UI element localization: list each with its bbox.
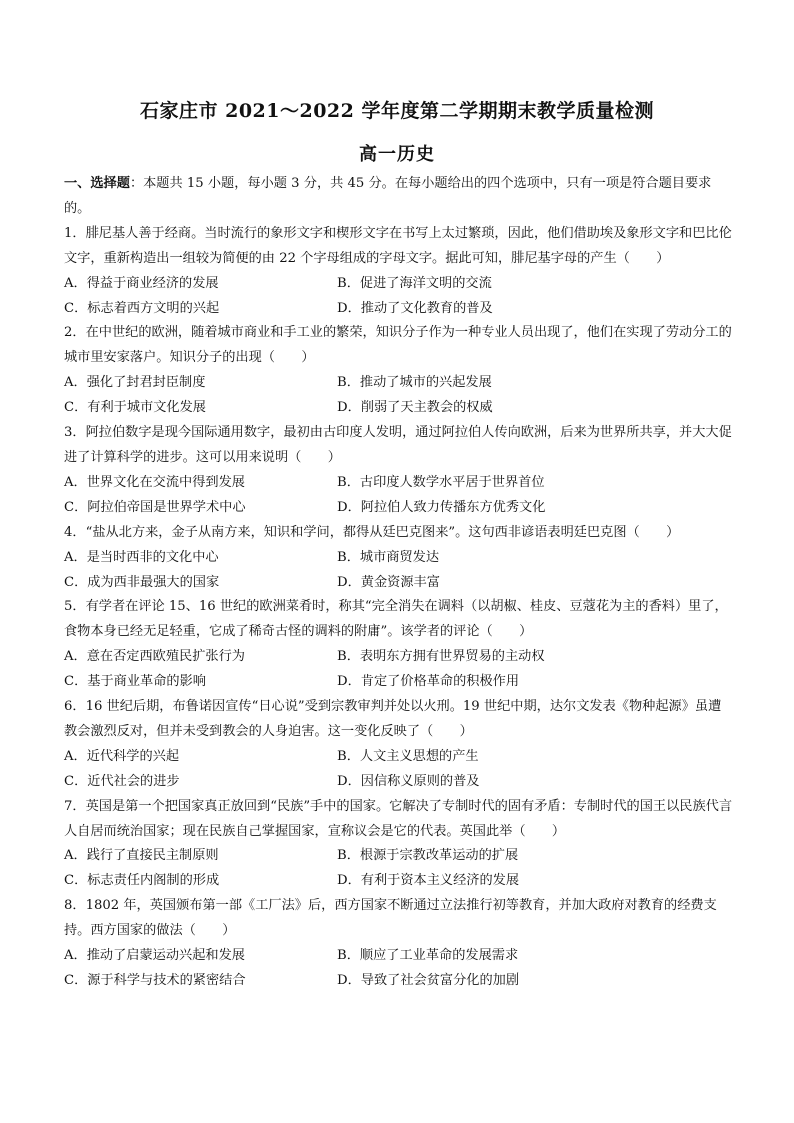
option-a: A．近代科学的兴起 [64,748,180,764]
question-5 [64,595,734,695]
question-options [64,471,734,521]
option-b: B．表明东方拥有世界贸易的主动权 [337,649,545,665]
exam-subtitle: 高一历史 [359,144,435,165]
option-a: A．推动了启蒙运动兴起和发展 [64,948,245,964]
question-stem: 6．16 世纪后期，布鲁诺因宣传“日心说”受到宗教审判并处以火刑。19 世纪中期，达尔文发表《物种起源》虽遭教会激烈反对，但并未受到教会的人身迫害。这一变化反映了（ ） [64,699,722,739]
option-d: D．肯定了价格革命的积极作用 [337,674,520,690]
option-c: C．源于科学与技术的紧密结合 [64,973,246,988]
option-c: C．成为西非最强大的国家 [64,574,220,590]
question-options [64,371,734,421]
option-a: A．意在否定西欧殖民扩张行为 [64,649,245,665]
question-stem: 1．腓尼基人善于经商。当时流行的象形文字和楔形文字在书写上太过繁琐，因此，他们借助埃及象形文字和巴比伦文字，重新构造出一组较为简便的由 22 个字母组成的字母文字。据此可知，腓尼基字母的产生（ ） [64,225,732,266]
option-d: D．阿拉伯人致力传播东方优秀文化 [337,499,546,515]
option-a: A．世界文化在交流中得到发展 [64,474,245,490]
section-label: 一、选择题 [64,176,130,191]
option-c: C．标志着西方文明的兴起 [64,300,220,316]
question-7 [64,795,734,895]
option-c: C．阿拉伯帝国是世界学术中心 [64,499,246,515]
option-a: A．践行了直接民主制原则 [64,848,219,864]
question-3 [64,421,734,521]
option-a: A．强化了封君封臣制度 [64,375,206,391]
question-4 [64,521,734,596]
question-6 [64,695,734,795]
option-d: D．削弱了天主教会的权威 [337,400,493,416]
question-2 [64,321,734,421]
option-d: D．导致了社会贫富分化的加剧 [337,973,520,988]
option-d: D．黄金资源丰富 [337,574,440,590]
option-a: A．得益于商业经济的发展 [64,275,219,291]
option-b: B．顺应了工业革命的发展需求 [337,948,519,964]
option-b: B．古印度人数学水平居于世界首位 [337,474,545,490]
exam-title: 石家庄市 2021～2022 学年度第二学期期末教学质量检测 [140,100,654,122]
option-d: D．有利于资本主义经济的发展 [337,873,520,889]
question-stem: 4．“盐从北方来，金子从南方来，知识和学问，都得从廷巴克图来”。这句西非谚语表明廷巴克图（ ） [64,524,680,540]
option-c: C．近代社会的进步 [64,773,180,789]
question-options [64,944,734,994]
question-options [64,844,734,894]
exam-content [64,172,734,994]
option-d: D．推动了文化教育的普及 [337,300,493,316]
question-options [64,546,734,596]
option-c: C．有利于城市文化发展 [64,400,206,416]
question-1 [64,222,734,322]
question-stem: 3．阿拉伯数字是现今国际通用数字，最初由古印度人发明，通过阿拉伯人传向欧洲，后来为世界所共享，并大大促进了计算科学的进步。这可以用来说明（ ） [64,425,732,465]
question-stem: 7．英国是第一个把国家真正放回到“民族”手中的国家。它解决了专制时代的固有矛盾：专制时代的国王以民族代言人自居而统治国家；现在民族自己掌握国家，宣称议会是它的代表。英国此举（ ） [64,798,733,839]
question-stem: 2．在中世纪的欧洲，随着城市商业和手工业的繁荣，知识分子作为一种专业人员出现了，他们在实现了劳动分工的城市里安家落户。知识分子的出现（ ） [64,325,732,366]
question-stem: 5．有学者在评论 15、16 世纪的欧洲菜肴时，称其“完全消失在调料（以胡椒、桂皮、豆蔻花为主的香料）里了，食物本身已经无足轻重，它成了稀奇古怪的调料的附庸”。该学者的评论（ ） [64,599,728,640]
question-options [64,745,734,795]
section-heading [64,172,734,222]
option-c: C．基于商业革命的影响 [64,674,206,690]
option-d: D．因信称义原则的普及 [337,773,480,789]
question-options [64,272,734,322]
option-b: B．促进了海洋文明的交流 [337,275,492,291]
option-b: B．城市商贸发达 [337,549,440,565]
option-b: B．推动了城市的兴起发展 [337,375,492,391]
section-instructions: ：本题共 15 小题，每小题 3 分，共 45 分。在每小题给出的四个选项中，只有一项是符合题目要求的。 [64,176,712,216]
option-c: C．标志责任内阁制的形成 [64,873,220,889]
question-stem: 8．1802 年，英国颁布第一部《工厂法》后，西方国家不断通过立法推行初等教育，并加大政府对教育的经费支持。西方国家的做法（ ） [64,898,717,939]
option-b: B．人文主义思想的产生 [337,748,479,764]
question-8 [64,894,734,994]
option-a: A．是当时西非的文化中心 [64,549,219,565]
option-b: B．根源于宗教改革运动的扩展 [337,848,519,864]
question-options [64,645,734,695]
